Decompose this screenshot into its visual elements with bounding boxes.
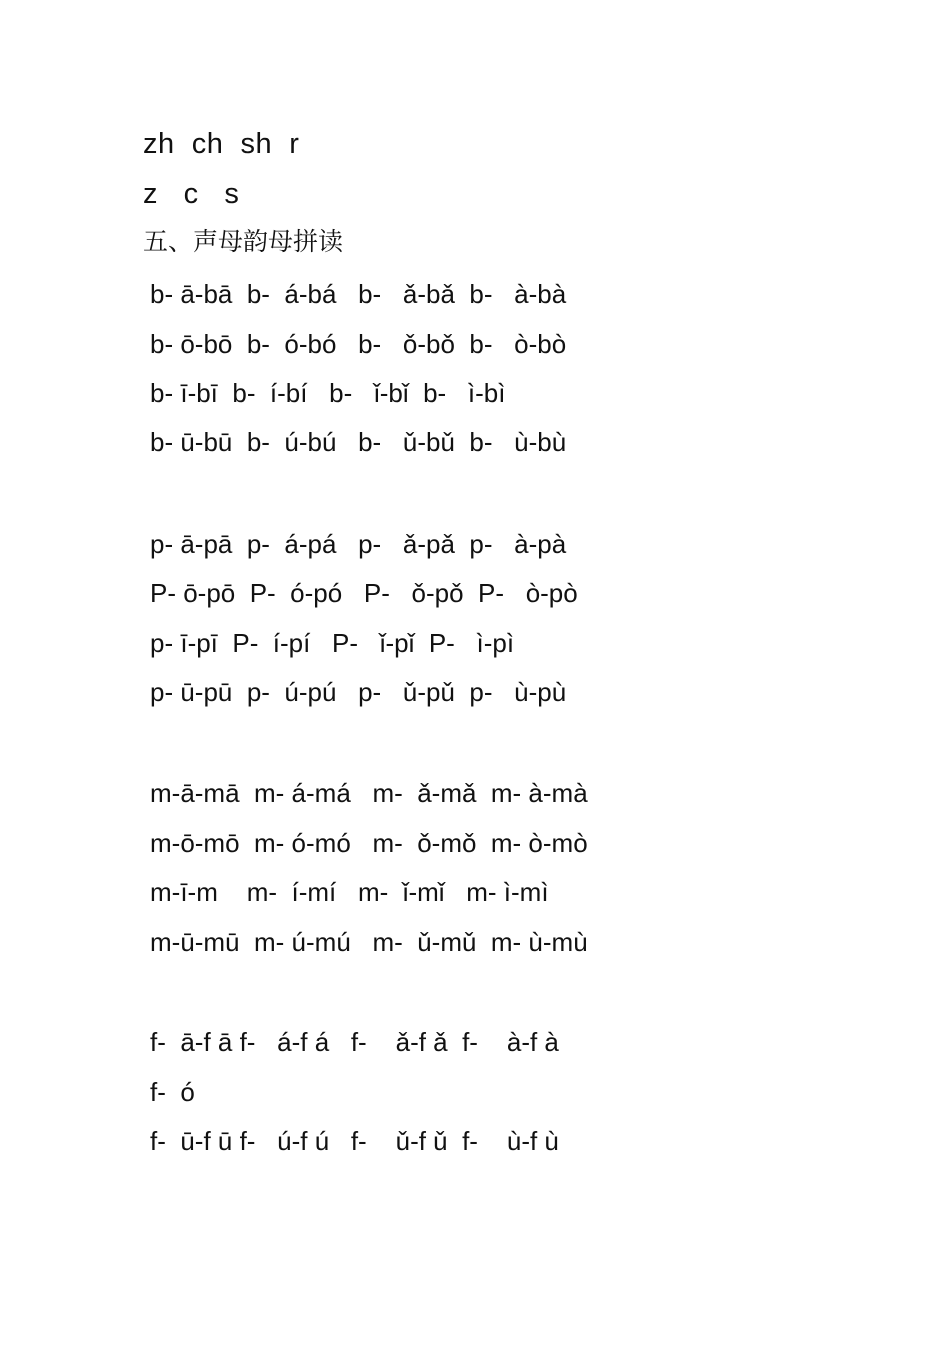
pinyin-row: p- ā-pā p- á-pá p- ǎ-pǎ p- à-pà: [150, 529, 567, 559]
section-heading: 五、声母韵母拼读: [143, 227, 344, 256]
pinyin-row: p- ū-pū p- ú-pú p- ǔ-pǔ p- ù-pù: [150, 677, 567, 707]
pinyin-row: b- ā-bā b- á-bá b- ǎ-bǎ b- à-bà: [150, 279, 567, 309]
initials-line-2: z c s: [143, 178, 240, 210]
pinyin-row: b- ū-bū b- ú-bú b- ǔ-bǔ b- ù-bù: [150, 427, 567, 457]
pinyin-row: m-ā-mā m- á-má m- ǎ-mǎ m- à-mà: [150, 778, 588, 808]
pinyin-row: f- ó: [150, 1077, 195, 1107]
pinyin-row: m-ū-mū m- ú-mú m- ǔ-mǔ m- ù-mù: [150, 927, 588, 957]
initials-line-1: zh ch sh r: [143, 128, 300, 160]
pinyin-row: p- ī-pī P- í-pí P- ǐ-pǐ P- ì-pì: [150, 628, 515, 658]
pinyin-row: b- ī-bī b- í-bí b- ǐ-bǐ b- ì-bì: [150, 378, 506, 408]
pinyin-row: m-ī-m m- í-mí m- ǐ-mǐ m- ì-mì: [150, 877, 549, 907]
pinyin-row: f- ā-f ā f- á-f á f- ǎ-f ǎ f- à-f à: [150, 1027, 559, 1057]
pinyin-row: b- ō-bō b- ó-bó b- ǒ-bǒ b- ò-bò: [150, 329, 567, 359]
pinyin-row: m-ō-mō m- ó-mó m- ǒ-mǒ m- ò-mò: [150, 828, 588, 858]
pinyin-row: f- ū-f ū f- ú-f ú f- ǔ-f ǔ f- ù-f ù: [150, 1126, 559, 1156]
pinyin-row: P- ō-pō P- ó-pó P- ǒ-pǒ P- ò-pò: [150, 578, 578, 608]
